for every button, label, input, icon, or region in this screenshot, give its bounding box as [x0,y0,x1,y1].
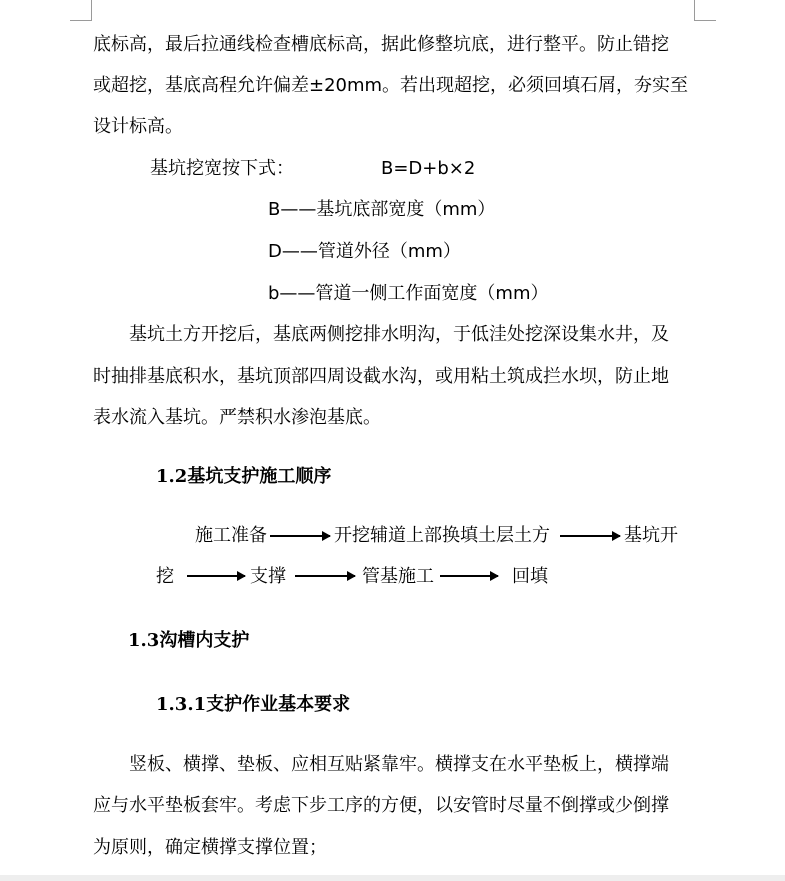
paragraph1-line2: 或超挖，基底高程允许偏差±20mm。若出现超挖，必须回填石屑，夯实至 [93,75,689,96]
flow-arrow-1 [270,535,330,537]
crop-mark-left-vertical [91,0,92,20]
paragraph2-line1: 基坑土方开挖后，基底两侧挖排水明沟，于低洼处挖深设集水井，及 [129,324,669,345]
section-1-3-1-heading: 1.3.1支护作业基本要求 [156,694,351,715]
flow-arrow-4 [295,575,355,577]
paragraph1-line1: 底标高，最后拉通线检查槽底标高，据此修整坑底，进行整平。防止错挖 [93,34,669,55]
paragraph2-line2: 时抽排基底积水，基坑顶部四周设截水沟，或用粘土筑成拦水坝，防止地 [93,366,669,387]
section-1-3-heading: 1.3沟槽内支护 [128,630,250,651]
flow-step-support: 支撑 [250,566,286,587]
formula-definition-D: D——管道外径（mm） [268,241,461,262]
formula-definition-B: B——基坑底部宽度（mm） [268,199,496,220]
section-1-2-heading: 1.2基坑支护施工顺序 [156,466,332,487]
flow-arrow-3 [187,575,245,577]
flow-step-excavate-haul-road: 开挖辅道上部换填土层土方 [334,525,550,546]
page-bottom-edge [0,875,785,881]
flow-step-pipe-foundation: 管基施工 [362,566,434,587]
paragraph2-line3: 表水流入基坑。严禁积水渗泡基底。 [93,407,381,428]
paragraph3-line1: 竖板、横撑、垫板、应相互贴紧靠牢。横撑支在水平垫板上，横撑端 [129,754,669,775]
paragraph1-line3: 设计标高。 [93,116,183,137]
formula-expression: B=D+b×2 [381,158,476,179]
flow-arrow-2 [560,535,620,537]
flow-step-backfill: 回填 [512,566,548,587]
paragraph3-line3: 为原则，确定横撑支撑位置； [93,837,327,858]
formula-intro: 基坑挖宽按下式： [150,158,294,179]
flow-arrow-5 [440,575,498,577]
flow-step-prepare: 施工准备 [195,525,267,546]
flow-step-pit-excavation-part1: 基坑开 [624,525,678,546]
flow-step-pit-excavation-part2: 挖 [156,566,174,587]
crop-mark-right-vertical [694,0,695,20]
crop-mark-left-horizontal [70,20,92,21]
crop-mark-right-horizontal [694,20,716,21]
formula-definition-b: b——管道一侧工作面宽度（mm） [268,283,549,304]
paragraph3-line2: 应与水平垫板套牢。考虑下步工序的方便，以安管时尽量不倒撑或少倒撑 [93,795,669,816]
